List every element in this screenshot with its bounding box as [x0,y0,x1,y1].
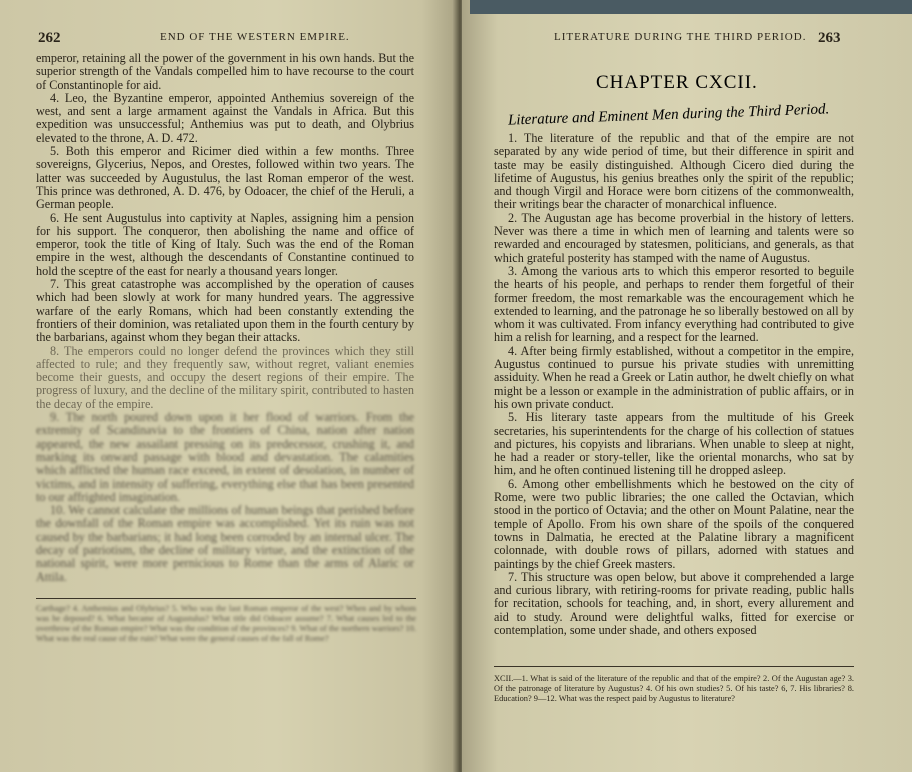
body-text [36,52,414,584]
running-head: LITERATURE DURING THE THIRD PERIOD. [554,31,807,43]
paragraph: 8. The emperors could no longer defend the provinces which they still affected to rule; and they frequently saw, without regret, valiant enemies become their guests, and occupy the desert regions of their empire. The progress of luxury, and the decline of the military spirit, contributed to hasten the decay of the empire. [36,343,414,411]
paragraph: 4. After being firmly established, without a competitor in the empire, Augustus continued to pursue his private studies with unremitting assiduity. When he read a Greek or Latin author, he dwelt chiefly on what might be a lesson or example in the administration of public affairs, or in his own private conduct. [494,343,854,411]
paragraph: 3. Among the various arts to which this emperor resorted to beguile the hearts of his people, and perhaps to render them forgetful of their former freedom, the most remarkable was the encouragement which he extended to learning, and the patronage he so liberally bestowed on all by whom it was cultivated. From infancy everything had contributed to give him a relish for learning, and a respect for the learned. [494,263,854,345]
running-head: END OF THE WESTERN EMPIRE. [160,31,350,43]
paragraph: 1. The literature of the republic and that of the empire are not separated by any wide period of time, but their difference in spirit and taste may be easily distinguished. Although Cicero died during the lifetime of Augustus, his genius breathes only the spirit of the republic; and though Virgil and Horace were born citizens of the commonwealth, their writings bear the character of monarchical influence. [494,131,854,212]
paragraph: 7. This structure was open below, but above it comprehended a large and curious library, with retiring-rooms for private reading, public halls for recitation, schools for teaching, and, in short, every allurement and aid to study. Around were delightful walks, fitted for exercise or contemplation, some under shade, and others exposed [494,569,854,637]
page-number: 262 [38,30,61,46]
paragraph: 9. The north poured down upon it her flood of warriors. From the extremity of Scandinavia to the frontiers of China, nation after nation appeared, the new assailant pressing on its predecessor, crushing it, and marking its onward passage with blood and devastation. The calamities which afflicted the human race exceed, in extent of desolation, in number of victims, and in intensity of suffering, everything else that has been presented to our affrighted imagination. [36,410,414,504]
paragraph: 6. He sent Augustulus into captivity at Naples, assigning him a pension for his support. The conqueror, then abolishing the name and office of emperor, took the title of King of Italy. Such was the end of the Roman empire in the west, although the descendants of Constantine continued to hold the sceptre of the east for nearly a thousand years longer. [36,210,414,278]
footnote-divider [36,598,416,599]
background-edge [470,0,912,14]
paragraph: 2. The Augustan age has become proverbial in the history of letters. Never was there a time in which men of learning and talents were so rewarded and encouraged by statesmen, politicians, and generals, as that which grateful posterity has stamped with the name of Augustus. [494,210,854,265]
paragraph: 7. This great catastrophe was accomplished by the operation of causes which had been slowly at work for many hundred years. The aggressive warfare of the early Romans, which had been constantly extending the frontiers of their dominion, was retaliated upon them in the fourth century by the barbarians, against whom they began their attacks. [36,277,414,345]
paragraph: 10. We cannot calculate the millions of human beings that perished before the downfall of the Roman empire was accomplished. Yet its ruin was not caused by the barbarians; it had long been corroded by an internal ulcer. The decay of patriotism, the decline of military virtue, and the extinction of the national spirit, were more pernicious to Rome than the arms of Alaric or Attila. [36,503,414,584]
paragraph: 5. Both this emperor and Ricimer died within a few months. Three sovereigns, Glycerius, Nepos, and Orestes, followed within two years. The latter was succeeded by Augustulus, the last Roman emperor of the west. This prince was dethroned, A. D. 476, by Odoacer, the chief of the Heruli, a German people. [36,144,414,212]
footnote-questions: Carthage? 4. Anthemius and Olybrius? 5. Who was the last Roman emperor of the west? When and by whom was he deposed? 6. What became of Augustulus? What title did Odoacer assume? 7. What causes led to the overthrow of the Roman empire? What was the condition of the provinces? 9. What of the northern warriors? 10. What was the real cause of the ruin? What were the general causes of the fall of Rome? [36,604,416,643]
paragraph: 5. His literary taste appears from the multitude of his Greek secretaries, his superintendents for the charge of his collection of statues and pictures, his copyists and librarians. When unable to sleep at night, he had a reader or story-teller, like the oriental monarchs, who sat by him, and he often continued listening till he dropped asleep. [494,410,854,478]
footnote-questions: XCII.—1. What is said of the literature of the republic and that of the empire? 2. Of the Augustan age? 3. Of the patronage of literature by Augustus? 4. Of his own studies? 5. Of his taste? 6, 7. His libraries? 8. Education? 9—12. What was the respect paid by Augustus to literature? [494,674,854,703]
chapter-subtitle: Literature and Eminent Men during the Third Period. [507,101,830,129]
paragraph: 6. Among other embellishments which he bestowed on the city of Rome, were two public libraries; the one called the Octavian, which stood in the portico of Octavia; and the other on Mount Palatine, near the temple of Apollo. From his own share of the spoils of the conquered towns in Dalmatia, he erected at the Palatine library a magnificent colonnade, with double rows of pillars, adorned with statues and paintings by the chief Greek masters. [494,476,854,571]
footnote-divider [494,666,854,667]
chapter-title: CHAPTER CXCII. [596,72,758,93]
body-text [494,132,854,637]
page-number: 263 [818,30,841,46]
paragraph: 4. Leo, the Byzantine emperor, appointed Anthemius sovereign of the west, and sent a large armament against the Vandals in Africa. But this expedition was unsuccessful; Anthemius was put to death, and Olybrius elevated to the throne, A. D. 472. [36,90,414,145]
paragraph: emperor, retaining all the power of the government in his own hands. But the superior strength of the Vandals compelled him to have recourse to the court of Constantinople for aid. [36,51,414,92]
